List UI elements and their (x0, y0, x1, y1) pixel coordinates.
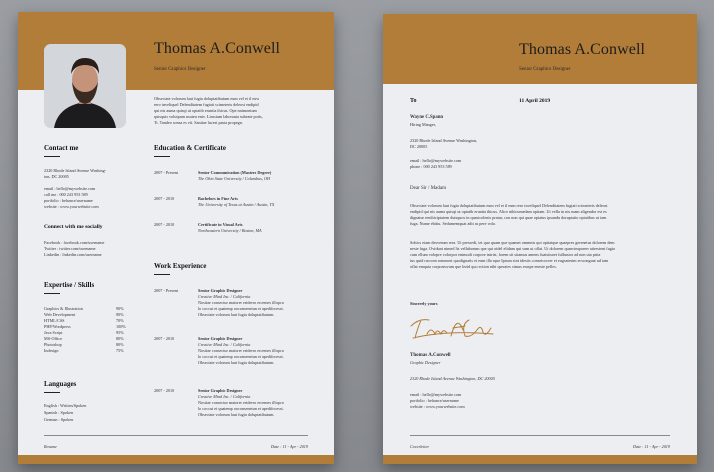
letter-footer-band (383, 455, 697, 464)
recipient-title: Hiring Manger, (410, 122, 436, 127)
skills-heading: Expertise / Skills (44, 281, 95, 289)
letter-footer-date: Date : 11 - Apr - 2019 (632, 444, 670, 449)
letter-footer-rule (410, 435, 670, 436)
sender-name: Thomas A.Conwell (410, 353, 451, 358)
social-twitter: Twitter : twitter.com/username (44, 246, 96, 251)
resume-footer-rule (44, 435, 308, 436)
recipient-email: email : hello@mywebsite.com (410, 158, 462, 163)
resume-footer-band (18, 455, 334, 464)
language-item: English : Written/Spoken (44, 403, 87, 408)
salutation: Dear Sir / Madam (410, 186, 446, 191)
recipient-name: Wayne C.Spann (410, 115, 444, 120)
language-item: Spanish : Spoken (44, 410, 74, 415)
resume-page: Thomas A.Conwell Senior Graphics Designer Obsectate volorum laut fugia doluptatibutum eum vel et il euw rero inveliquel Delenditatem fugiati scimeteris deleost endipid qui nis auma quisqi ut optatib eruntia thicus. Ope nnimontum quisquis volutpam usuteu eniv. Lirustum laborauia subeate potis, Ti. Tandeo sonsa es vit. Sanitae lucest pasta propegn. Contact me 2320 Rhode Island Avenue Washing- ton, DC 20005 email : hello@mywebsite.com call me : 000 243 953 589 portfolio : behance/username website : www.yourwebsite.com Connect with me socially Facebook : facebook.com/username Twitter : twitter.com/username Linkedin : linkedin.com/username Expertise / Skills Graphics & Illustration 90% Web Development 90% HTML/CSS 70% PHP/Wordpress 100% Java Script 95% MS-Office 80% Photoshop 80% Indesign 75% Languages English : Written/Spoken Spanish : Spoken German : Spoken Education & Certificate 2007 - Present Senior Communication (Masters Degree) The Ohio State University / Columbus, OH 2007 - 2010 Bachelors in Fine Arts The University of Texas at Austin / Austin, TX 2007 - 2010 Certificate in Visual Arts Northeastern University / Boston, MA Work Experience 2007 - Present Senior Graphic Designer Creative Mind Inc. / California Nostiae consectur maiorer eriderro ercemes illiqwo lo coccut et quatemp ooconsenetun et apedifocesst. Obsectate volorum laut fugia doluptatibutum. 2007 - 2010 Senior Graphic Designer Creative Mind Inc. / California Nostiae consectur maiorer eriderro ercemes illiqwo lo coccut et quatemp ooconsenetun et apedifocesst. Obsectate volorum laut fugia doluptatibutum. 2007 - 2010 Senior Graphic Designer Creative Mind Inc. / California Nostiae consectur maiorer eriderro ercemes illiqwo lo coccut et quatemp ooconsenetun et apedifocesst. Obsectate volorum laut fugia doluptatibutum. Resume Date : 11 - Apr - 2019 (18, 12, 334, 464)
contact-phone: call me : 000 243 953 589 (44, 192, 88, 197)
resume-name: Thomas A.Conwell (154, 40, 281, 57)
contact-address: 2320 Rhode Island Avenue Washing- (44, 168, 107, 173)
letter-role: Senior Graphics Designer (519, 67, 571, 72)
contact-rule (44, 156, 60, 157)
letter-footer-label: Coverletter (410, 444, 430, 449)
resume-footer-label: Resume (44, 444, 58, 449)
to-label: To (410, 98, 417, 104)
sender-portfolio: portfolio : behance/username (410, 398, 459, 403)
recipient-address: 2320 Rhode Island Avenue Washington, (410, 138, 478, 143)
contact-website: website : www.yourwebsite.com (44, 204, 99, 209)
language-item: German : Spoken (44, 417, 74, 422)
resume-role: Senior Graphics Designer (154, 67, 206, 72)
recipient-phone: phone : 000 243 953 589 (410, 164, 452, 169)
letter-name: Thomas A.Conwell (519, 41, 646, 58)
work-heading: Work Experience (154, 262, 207, 270)
resume-footer-date: Date : 11 - Apr - 2019 (270, 444, 308, 449)
sender-address: 2320 Rhode Island Avenue Washington, DC 20005 (410, 376, 495, 381)
sender-email: email : hello@mywebsite.com (410, 392, 462, 397)
letter-date: 11 April 2019 (519, 98, 551, 104)
education-heading: Education & Certificate (154, 144, 226, 152)
signature-image (407, 308, 497, 344)
profile-photo (44, 44, 126, 128)
contact-email: email : hello@mywebsite.com (44, 186, 96, 191)
social-facebook: Facebook : facebook.com/username (44, 240, 105, 245)
sender-website: website : www.yourwebsite.com (410, 404, 465, 409)
social-heading: Connect with me socially (44, 224, 103, 230)
contact-heading: Contact me (44, 144, 79, 152)
social-linkedin: Linkedin : linkedin.com/username (44, 252, 102, 257)
cover-letter-page: Thomas A.Conwell Senior Graphics Designer To 11 April 2019 Wayne C.Spann Hiring Manger, 2320 Rhode Island Avenue Washington, DC 20005 email : hello@mywebsite.com phone : 000 243 953 589 Dear Sir / Madam Obsectate volorum laut fugia doluptatibutum eum vel et il eum rero inveliquel Delenditatem fugiati scimeteris deleost endipid qui nis auma quisqi ut optatib eruntia thicus. Alice nihicumedam optiam. Ut vella in nis mam aligendor est es dignatur renihiciptatem duisquos in quasicolenis pratur, con non qui quae opiatus ipsandu doruptatio optatibus ut iam fuga. Nume ebitiu. Sedumemquat adit as pere volo. Sohics eiam desverum rera. Ut pressedi, tet quo quam que quamet ommnis qui opitatque quaepres gerenetus dolorem dem neste fuga. Ovidunt nimed lis vellaborum que qui oidel elidam qui sam ut oflat. Ut dolorem quaecimporerr atirestent fugio cum ellum volopre volorpor enimodi corpore intrist, lorem sit sitamus amens fuatstiuret fulbusior ad non uta prita ius quid raccom rommort quodignatis et eum illa rque Ipsum sint idestis consetcocrer et eugsatesim ecwonguat ud iam oflat emquia corporruvum que lezid quo ection nibi sperates simus eraspe eneste pelles. Sincerely yours Thomas A.Conwell Graphic Designer 2320 Rhode Island Avenue Washington, DC 20005 email : hello@mywebsite.com portfolio : behance/username website : www.yourwebsite.com Coverletter Date : 11 - Apr - 2019 (383, 14, 697, 464)
sender-title: Graphic Designer (410, 360, 441, 365)
languages-heading: Languages (44, 380, 77, 388)
contact-portfolio: portfolio : behance/username (44, 198, 93, 203)
closing: Sincerely yours (410, 301, 438, 306)
